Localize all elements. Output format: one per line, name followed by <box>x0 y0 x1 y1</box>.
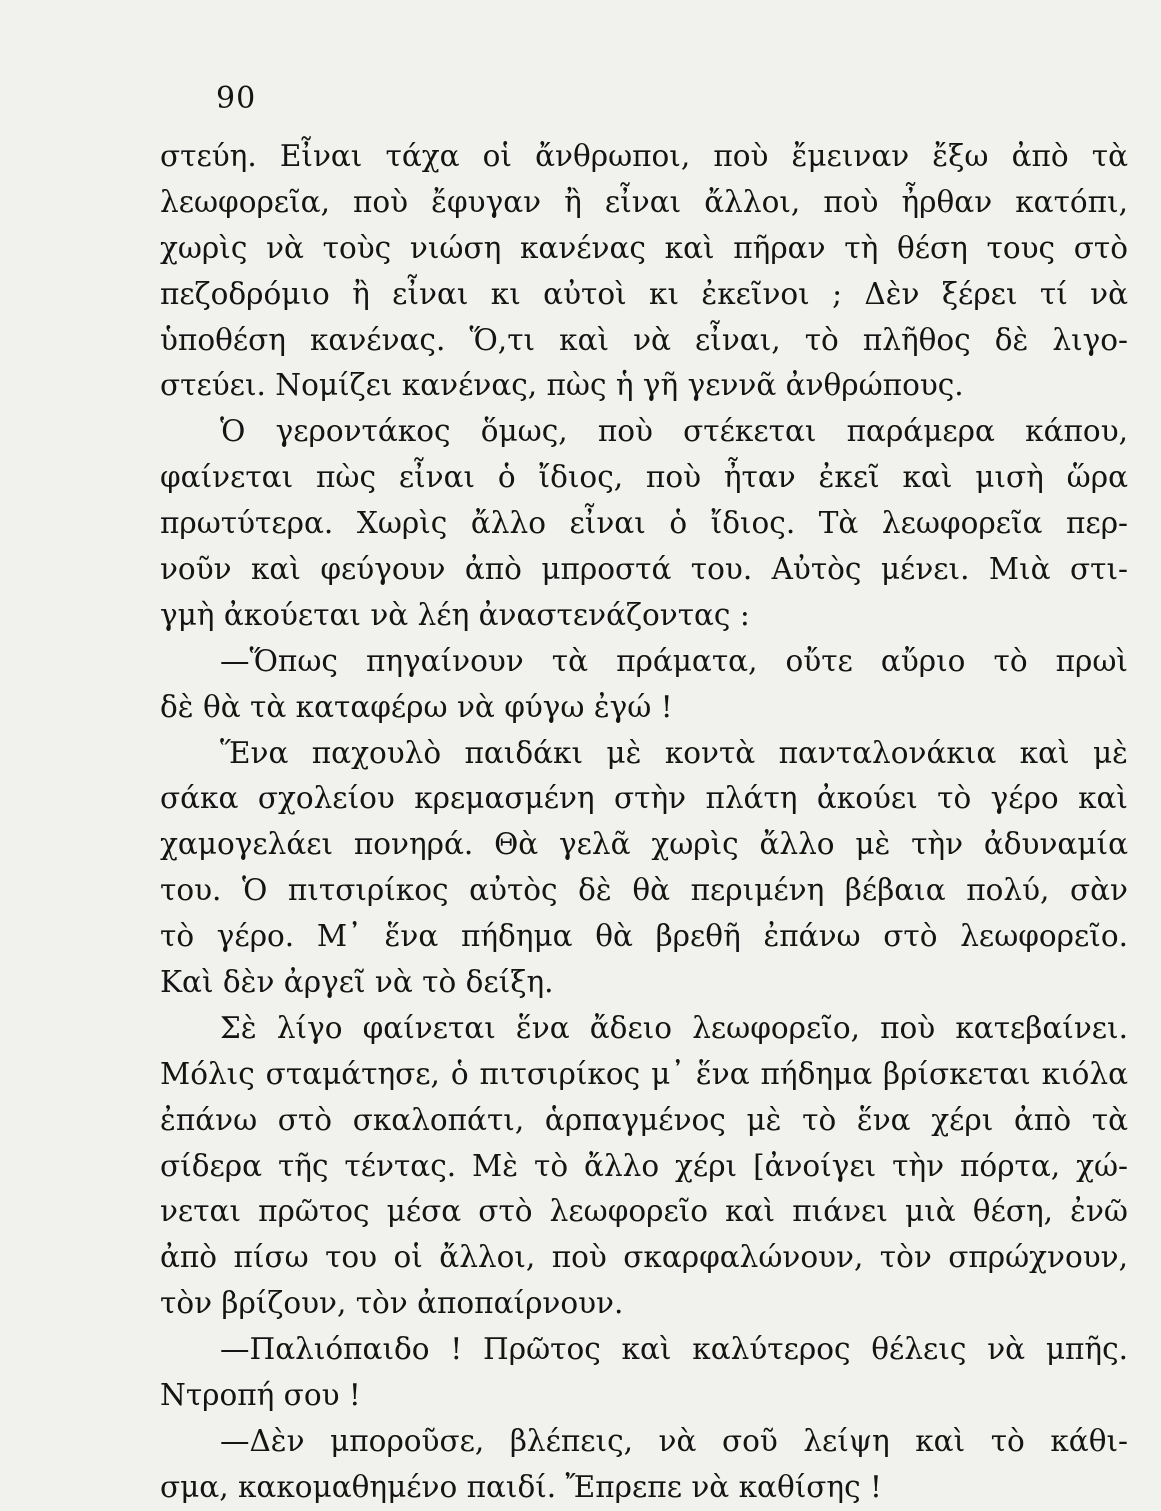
text-line: Μόλις σταμάτησε, ὁ πιτσιρίκος μ᾽ ἕνα πήδημα βρίσκεται κιόλα <box>160 1056 1128 1091</box>
body-text <box>160 134 1128 1511</box>
text-line: σμα, κακομαθημένο παιδί. Ἔπρεπε νὰ καθίσης ! <box>160 1469 882 1504</box>
text-line: χαμογελάει πονηρά. Θὰ γελᾶ χωρὶς ἄλλο μὲ τὴν ἀδυναμία <box>160 827 1128 862</box>
page-number: 90 <box>216 81 257 116</box>
text-line: πεζοδρόμιο ἢ εἶναι κι αὐτοὶ κι ἐκεῖνοι ; Δὲν ξέρει τί νὰ <box>160 276 1128 311</box>
paragraph-start-line: Σὲ λίγο φαίνεται ἕνα ἄδειο λεωφορεῖο, ποὺ κατεβαίνει. <box>220 1010 1128 1045</box>
text-line: Καὶ δὲν ἀργεῖ νὰ τὸ δείξη. <box>160 965 554 1000</box>
paragraph-start-line: Ὁ γεροντάκος ὅμως, ποὺ στέκεται παράμερα κάπου, <box>220 414 1128 449</box>
paragraph-start-line: Ἕνα παχουλὸ παιδάκι μὲ κοντὰ πανταλονάκια καὶ μὲ <box>220 735 1128 770</box>
text-line: στεύη. Εἶναι τάχα οἱ ἄνθρωποι, ποὺ ἔμειναν ἔξω ἀπὸ τὰ <box>160 139 1128 173</box>
text-line: λεωφορεῖα, ποὺ ἔφυγαν ἢ εἶναι ἄλλοι, ποὺ ἦρθαν κατόπι, <box>160 184 1128 219</box>
text-line: σίδερα τῆς τέντας. Μὲ τὸ ἄλλο χέρι [ἀνοίγει τὴν πόρτα, χώ- <box>160 1148 1128 1183</box>
text-line: πρωτύτερα. Χωρὶς ἄλλο εἶναι ὁ ἴδιος. Τὰ λεωφορεῖα περ- <box>160 506 1128 541</box>
text-line: ὑποθέση κανένας. Ὅ,τι καὶ νὰ εἶναι, τὸ πλῆθος δὲ λιγο- <box>160 322 1128 357</box>
text-line: σάκα σχολείου κρεμασμένη στὴν πλάτη ἀκούει τὸ γέρο καὶ <box>160 781 1128 816</box>
text-line: δὲ θὰ τὰ καταφέρω νὰ φύγω ἐγώ ! <box>160 689 673 724</box>
text-line: νοῦν καὶ φεύγουν ἀπὸ μπροστά του. Αὐτὸς μένει. Μιὰ στι- <box>160 552 1128 587</box>
text-line: τὸ γέρο. Μ᾽ ἕνα πήδημα θὰ βρεθῆ ἐπάνω στὸ λεωφορεῖο. <box>160 919 1128 954</box>
dialogue-line: —Δὲν μποροῦσε, βλέπεις, νὰ σοῦ λείψη καὶ τὸ κάθι- <box>220 1423 1128 1458</box>
text-line: ἀπὸ πίσω του οἱ ἄλλοι, ποὺ σκαρφαλώνουν, τὸν σπρώχνουν, <box>160 1240 1128 1275</box>
dialogue-line: —Παλιόπαιδο ! Πρῶτος καὶ καλύτερος θέλεις νὰ μπῆς. <box>220 1332 1128 1367</box>
text-line: ἐπάνω στὸ σκαλοπάτι, ἁρπαγμένος μὲ τὸ ἕνα χέρι ἀπὸ τὰ <box>160 1102 1128 1137</box>
text-line: τὸν βρίζουν, τὸν ἀποπαίρνουν. <box>160 1286 624 1321</box>
text-line: στεύει. Νομίζει κανένας, πὼς ἡ γῆ γεννᾶ ἀνθρώπους. <box>160 368 964 403</box>
text-line: νεται πρῶτος μέσα στὸ λεωφορεῖο καὶ πιάνει μιὰ θέση, ἐνῶ <box>160 1194 1128 1229</box>
text-line: γμὴ ἀκούεται νὰ λέη ἀναστενάζοντας : <box>160 597 750 632</box>
text-line: Ντροπή σου ! <box>160 1378 361 1413</box>
text-line: χωρὶς νὰ τοὺς νιώση κανένας καὶ πῆραν τὴ θέση τους στὸ <box>160 230 1128 265</box>
text-line: φαίνεται πὼς εἶναι ὁ ἴδιος, ποὺ ἦταν ἐκεῖ καὶ μισὴ ὥρα <box>160 460 1128 495</box>
dialogue-line: —Ὅπως πηγαίνουν τὰ πράματα, οὔτε αὔριο τὸ πρωὶ <box>220 643 1128 678</box>
text-line: του. Ὁ πιτσιρίκος αὐτὸς δὲ θὰ περιμένη βέβαια πολύ, σὰν <box>160 873 1128 908</box>
